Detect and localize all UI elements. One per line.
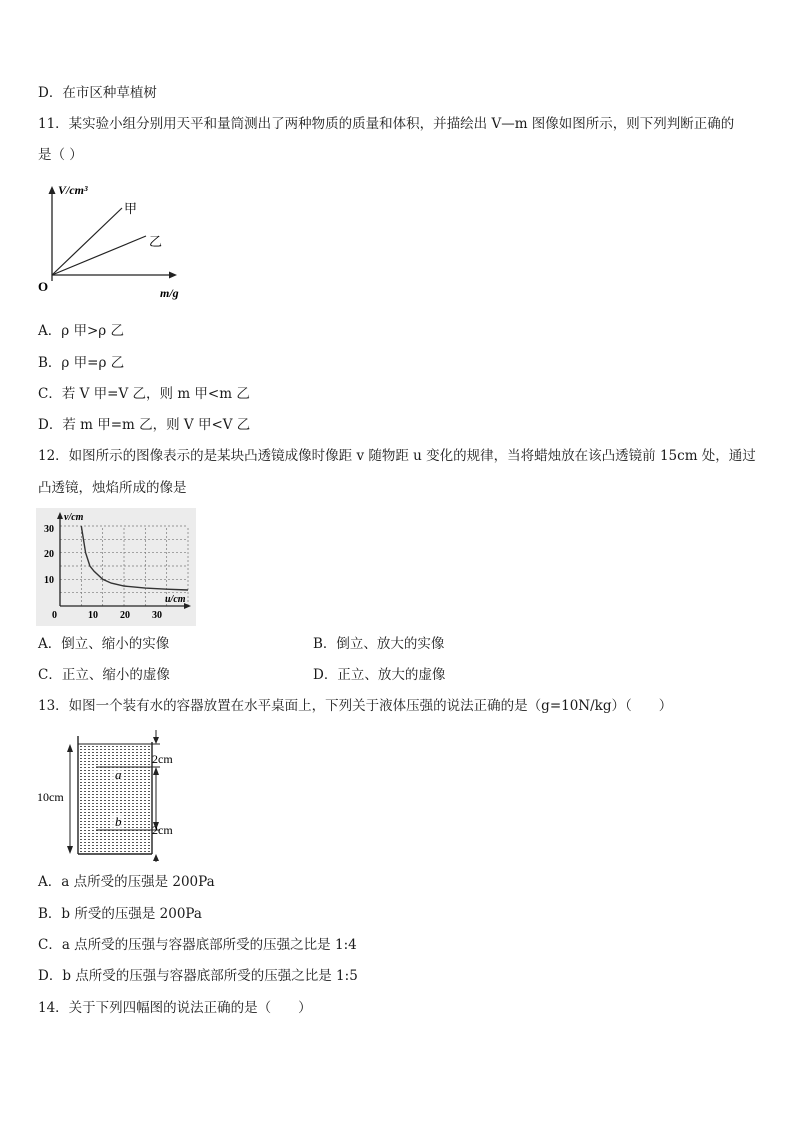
q11-x-label: m/g	[160, 286, 179, 300]
q13-bottom-arrow	[153, 854, 159, 861]
q12-x-tick-30: 30	[152, 610, 162, 621]
q12-stem-line1: 12．如图所示的图像表示的是某块凸透镜成像时像距 v 随物距 u 变化的规律，当将蜡烛放在该凸透镜前 15cm 处，通过	[38, 448, 756, 464]
q13-depth-label: 10cm	[37, 790, 64, 804]
q12-y-label: v/cm	[64, 512, 84, 523]
q13-depth-arrow-bottom	[67, 846, 73, 854]
q11-line-jia	[52, 208, 122, 275]
q11-y-axis-arrow	[49, 186, 56, 194]
q11-label-jia: 甲	[124, 201, 138, 216]
q11-stem-line2: 是（ ）	[38, 147, 83, 163]
q12-x-tick-20: 20	[120, 610, 130, 621]
q13-option-b: B．b 所受的压强是 200Pa	[38, 906, 202, 922]
q12-x-label: u/cm	[165, 594, 186, 605]
q13-bottom-gap-label: 2cm	[152, 823, 173, 837]
q13-stem: 13．如图一个装有水的容器放置在水平桌面上，下列关于液体压强的说法正确的是（g=10N/kg）（ ）	[38, 698, 673, 714]
q11-option-c: C．若 V 甲=V 乙，则 m 甲<m 乙	[38, 386, 250, 402]
q13-option-a: A．a 点所受的压强是 200Pa	[38, 874, 215, 890]
q11-line-yi	[52, 236, 146, 275]
q11-y-label: V/cm³	[58, 183, 88, 197]
q12-y-tick-10: 10	[44, 575, 54, 586]
q13-option-d: D．b 点所受的压强与容器底部所受的压强之比是 1:5	[38, 968, 358, 984]
q11-label-yi: 乙	[149, 234, 163, 249]
q12-option-c: C．正立、缩小的虚像	[38, 667, 170, 683]
q12-y-tick-30: 30	[44, 524, 54, 535]
q13-top-gap-label: 2cm	[152, 752, 173, 766]
q11-stem-line1: 11．某实验小组分别用天平和量筒测出了两种物质的质量和体积，并描绘出 V—m 图像如图所示，则下列判断正确的	[38, 116, 735, 132]
q13-depth-arrow-top	[67, 744, 73, 752]
q11-vm-graph	[36, 180, 196, 300]
q13-top-arrow	[153, 737, 159, 744]
q13-option-c: C．a 点所受的压强与容器底部所受的压强之比是 1:4	[38, 937, 357, 953]
q12-option-b: B．倒立、放大的实像	[313, 636, 445, 652]
q12-x-tick-0: 0	[52, 610, 57, 621]
q11-origin: O	[38, 279, 49, 294]
q14-stem: 14．关于下列四幅图的说法正确的是（ ）	[38, 1000, 312, 1016]
q10-option-d: D．在市区种草植树	[38, 85, 157, 101]
q12-option-a: A．倒立、缩小的实像	[38, 636, 170, 652]
q13-container-figure	[36, 730, 196, 862]
q11-option-b: B．ρ 甲=ρ 乙	[38, 355, 125, 371]
q12-x-tick-10: 10	[88, 610, 98, 621]
q11-option-a: A．ρ 甲>ρ 乙	[38, 323, 125, 339]
q13-point-b: b	[115, 814, 122, 829]
q12-y-tick-20: 20	[44, 549, 54, 560]
q12-option-d: D．正立、放大的虚像	[313, 667, 446, 683]
q12-uv-chart	[36, 508, 196, 626]
q12-stem-line2: 凸透镜，烛焰所成的像是	[38, 480, 187, 496]
q13-point-a: a	[115, 767, 122, 782]
q11-x-axis-arrow	[169, 272, 177, 279]
q13-water	[78, 744, 152, 852]
q13-middle-arrow-top	[153, 767, 159, 775]
q11-option-d: D．若 m 甲=m 乙，则 V 甲<V 乙	[38, 417, 251, 433]
